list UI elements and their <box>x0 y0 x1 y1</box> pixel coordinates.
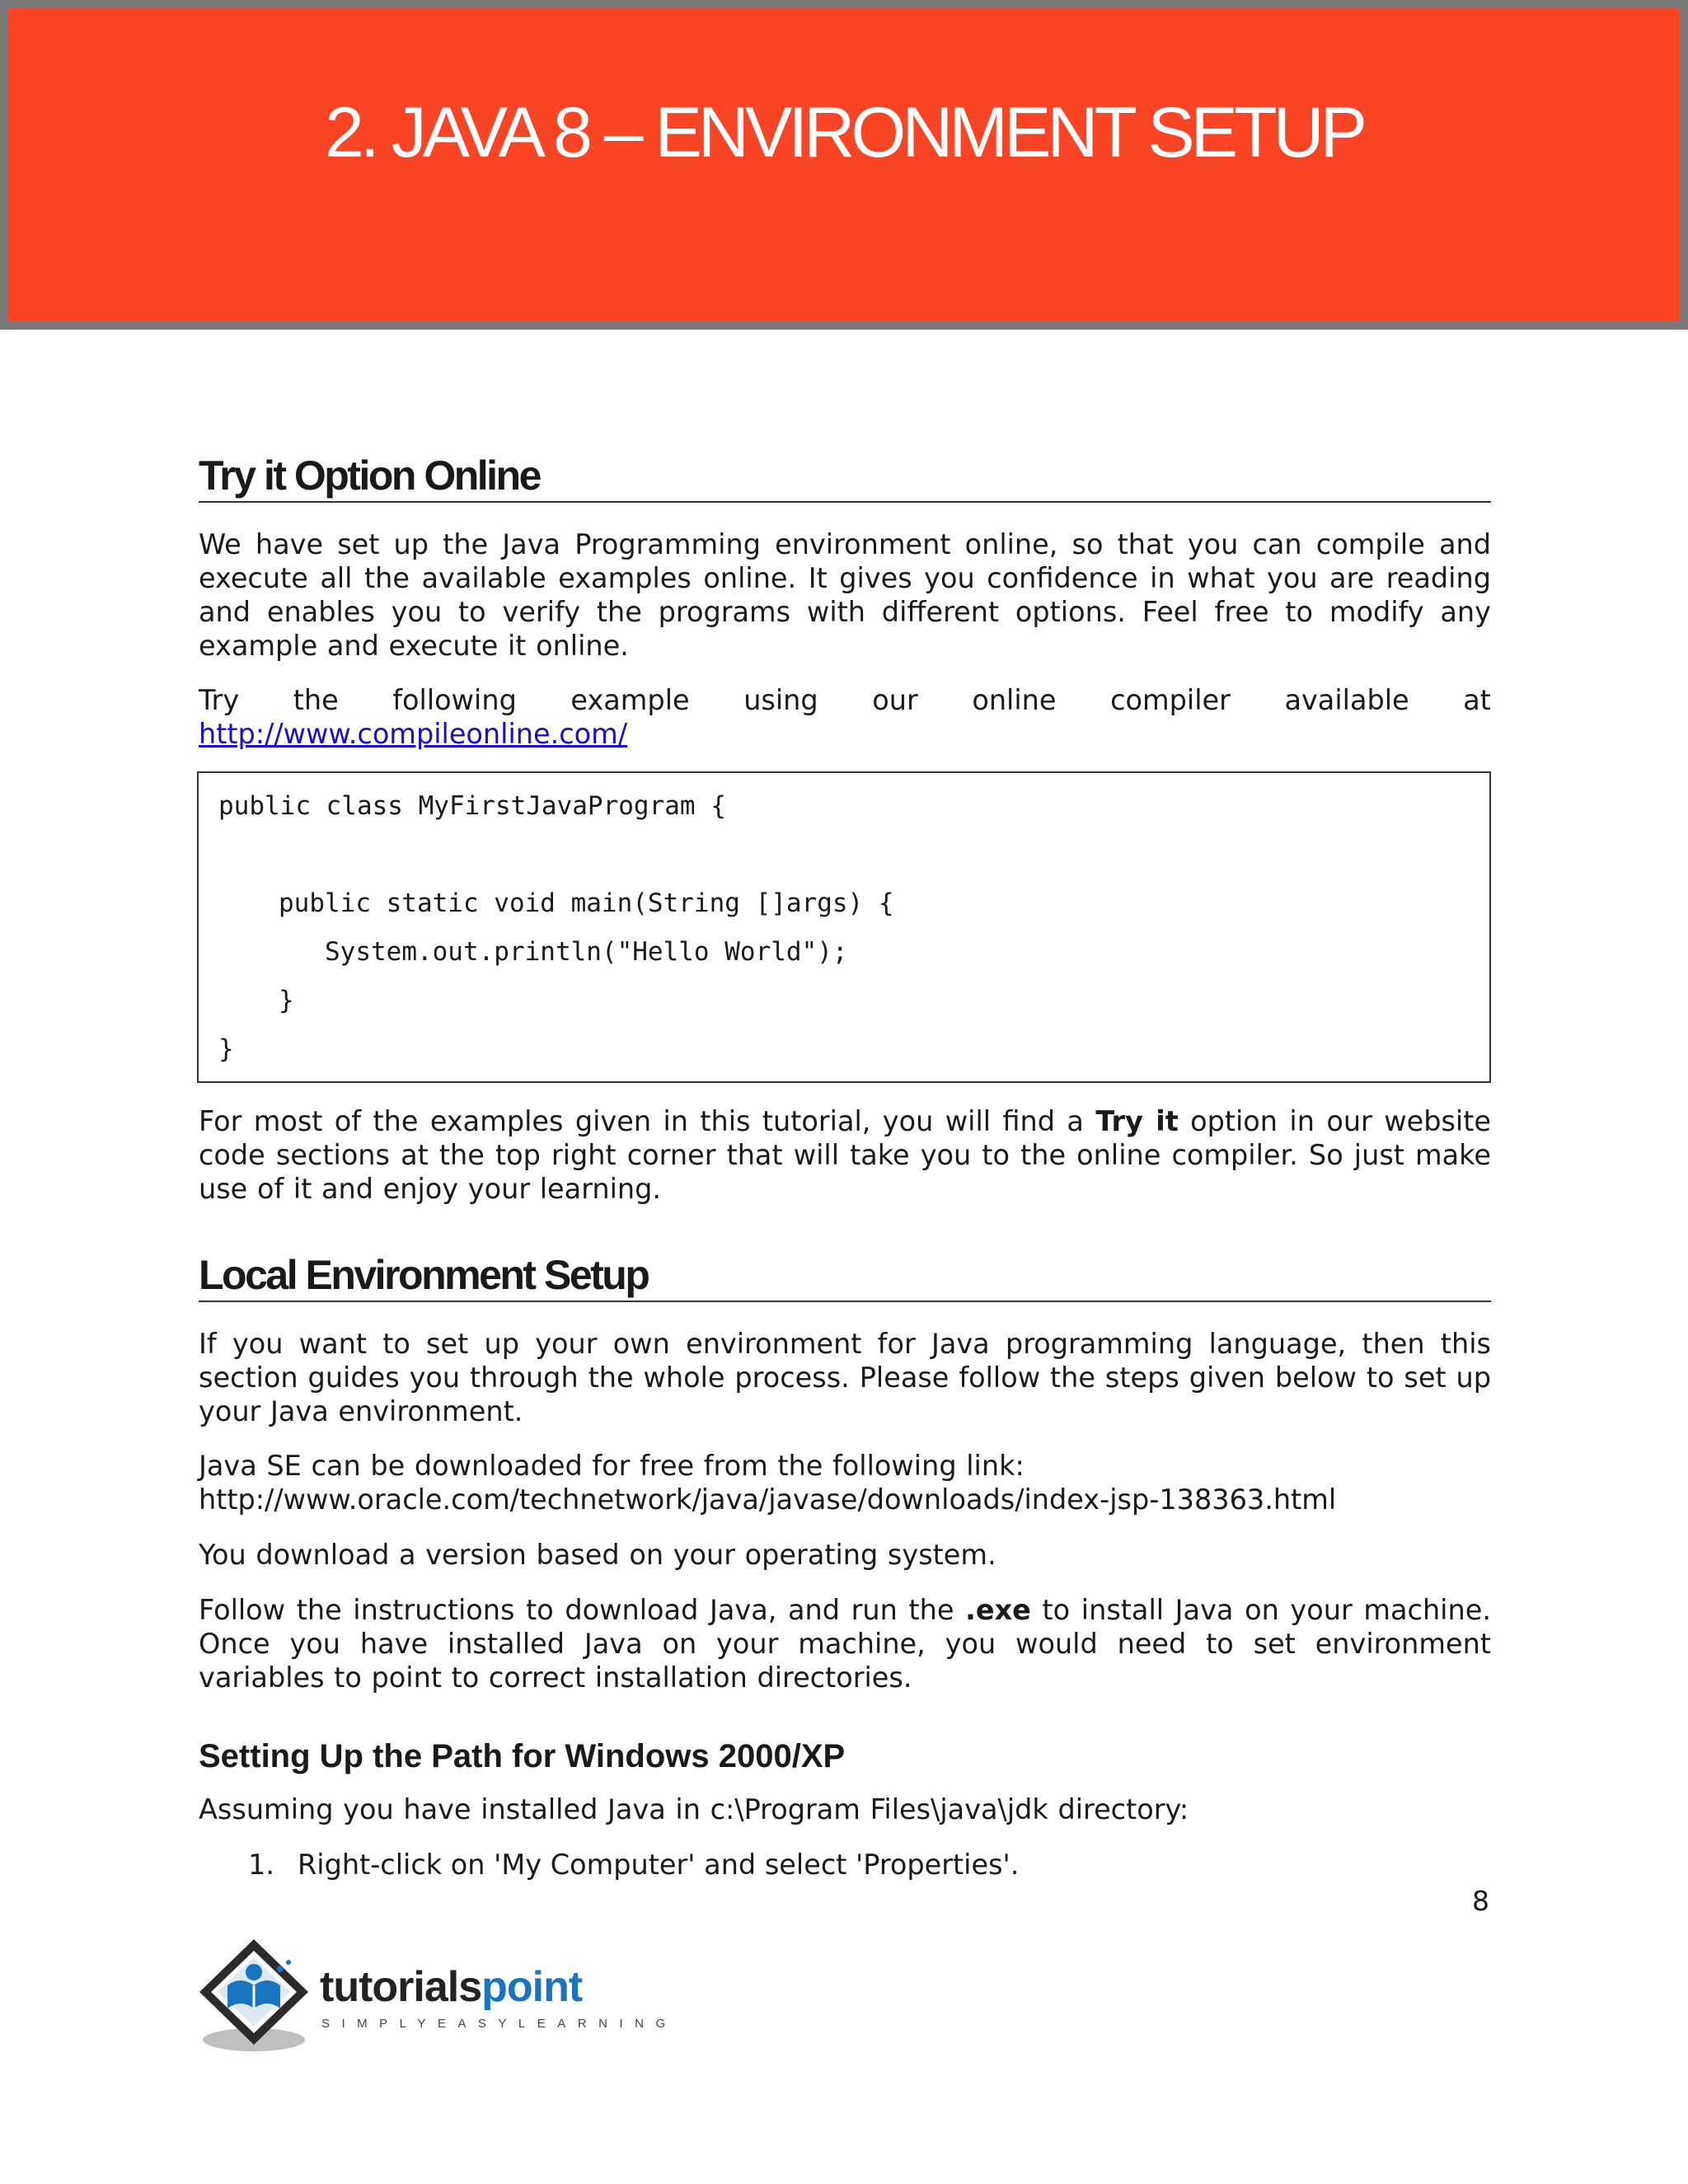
word: using <box>743 684 818 716</box>
assuming-paragraph: Assuming you have installed Java in c:\Program Files\java\jdk directory: <box>199 1793 1189 1825</box>
list-item <box>248 1848 1019 1882</box>
logo-tagline: SIMPLYEASYLEARNING <box>321 2017 678 2031</box>
tutorialspoint-logo <box>195 1933 678 2056</box>
try-it-emphasis: Try it <box>1095 1105 1179 1137</box>
logo-word-tutorials: tutorials <box>320 1963 482 2011</box>
section-heading-windows-path: Setting Up the Path for Windows 2000/XP <box>199 1738 846 1774</box>
download-intro: Java SE can be downloaded for free from the following link: <box>199 1450 1025 1482</box>
download-paragraph <box>199 1449 1491 1516</box>
section-heading-try-it: Try it Option Online <box>199 455 1491 503</box>
text-run: option in our website code sections at the top right corner that will take you to the online compiler. So just make use of it and enjoy your learning. <box>199 1105 1491 1205</box>
word: at <box>1463 684 1491 716</box>
list-text: Right-click on 'My Computer' and select 'Properties'. <box>298 1849 1020 1881</box>
word: online <box>972 684 1057 716</box>
try-it-usage-paragraph <box>199 1104 1491 1206</box>
list-number: 1. <box>248 1849 274 1881</box>
try-it-paragraph: We have set up the Java Programming environment online, so that you can compile and execute all the available examples online. It gives you confidence in what you are reading and enables you to verify the programs with different options. Feel free to modify any example and execute it online. <box>199 528 1491 662</box>
word: our <box>872 684 918 716</box>
exe-emphasis: .exe <box>965 1594 1031 1626</box>
oracle-download-url: http://www.oracle.com/technetwork/java/javase/downloads/index-jsp-138363.html <box>199 1483 1337 1516</box>
code-block <box>197 771 1491 1083</box>
code-line: public class MyFirstJavaProgram { <box>218 791 726 821</box>
install-paragraph <box>199 1593 1491 1694</box>
word: the <box>293 684 339 716</box>
code-line: public static void main(String []args) { <box>279 888 894 918</box>
word: compiler <box>1110 684 1231 716</box>
code-line: } <box>218 1034 234 1064</box>
code-line: System.out.println("Hello World"); <box>325 937 848 967</box>
compileonline-link[interactable]: http://www.compileonline.com/ <box>199 718 628 750</box>
chapter-title: 2. JAVA 8 – ENVIRONMENT SETUP <box>324 93 1364 172</box>
chapter-banner <box>0 0 1688 330</box>
word: example <box>570 684 690 716</box>
word: available <box>1284 684 1409 716</box>
text-run: For most of the examples given in this tutorial, you will find a <box>199 1105 1096 1137</box>
text-run: Follow the instructions to download Java, and run the <box>199 1594 966 1626</box>
word: Try <box>199 684 240 716</box>
logo-emblem-icon <box>195 1933 318 2056</box>
version-paragraph: You download a version based on your operating system. <box>199 1539 996 1571</box>
logo-word-point: point <box>481 1963 583 2011</box>
code-line: } <box>279 986 294 1015</box>
compiler-paragraph <box>199 683 1491 751</box>
page-number: 8 <box>1472 1885 1489 1917</box>
logo-wordmark <box>320 1963 583 2011</box>
local-env-paragraph: If you want to set up your own environment for Java programming language, then this section guides you through the whole process. Please follow the steps given below to set up your Java environment. <box>199 1328 1491 1427</box>
text-run: to install Java on your machine. Once you have installed Java on your machine, you would need to set environment variables to point to correct installation directories. <box>199 1594 1491 1694</box>
section-heading-local-env: Local Environment Setup <box>199 1254 1491 1302</box>
word: following <box>392 684 517 716</box>
compiler-sentence <box>199 683 1491 717</box>
